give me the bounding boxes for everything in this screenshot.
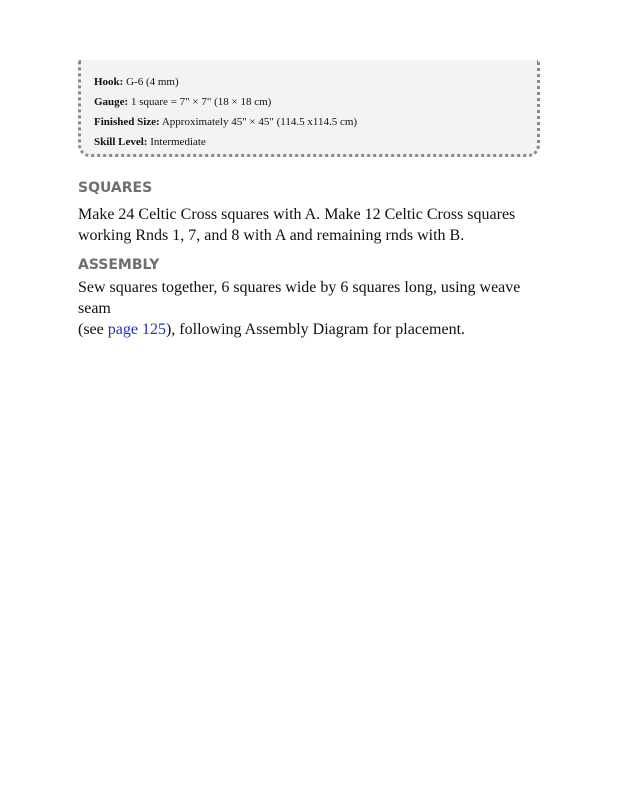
page-125-link[interactable]: page 125 [107,321,166,338]
skill-level-info [94,132,357,152]
assembly-line-1: Sew squares together, 6 squares wide by 6 squares long, using weave seam [78,279,521,317]
squares-heading: SQUARES [78,180,153,196]
assembly-line-2 [78,319,548,340]
finished-size-label: Finished Size: [94,116,160,128]
hook-info [94,72,357,92]
squares-line-2: working Rnds 1, 7, and 8 with A and remaining rnds with B. [78,227,465,244]
skill-level-value: Intermediate [147,136,206,148]
pattern-info-list [94,72,357,152]
gauge-info [94,92,357,112]
squares-paragraph [78,204,548,246]
hook-value: G-6 (4 mm) [123,76,179,88]
assembly-heading: ASSEMBLY [78,257,160,273]
assembly-line-2-end: ), following Assembly Diagram for placement. [165,321,466,338]
pattern-info-box [78,60,540,157]
finished-size-info [94,112,357,132]
gauge-value: 1 square = 7" × 7" (18 × 18 cm) [128,96,272,108]
gauge-label: Gauge: [94,96,129,108]
skill-level-label: Skill Level: [94,136,148,148]
squares-line-1: Make 24 Celtic Cross squares with A. Make 12 Celtic Cross squares [78,206,516,223]
assembly-paragraph [78,277,548,340]
hook-label: Hook: [94,76,124,88]
finished-size-value: Approximately 45" × 45" (114.5 x114.5 cm) [159,116,358,128]
assembly-line-2-start: (see [78,321,108,338]
